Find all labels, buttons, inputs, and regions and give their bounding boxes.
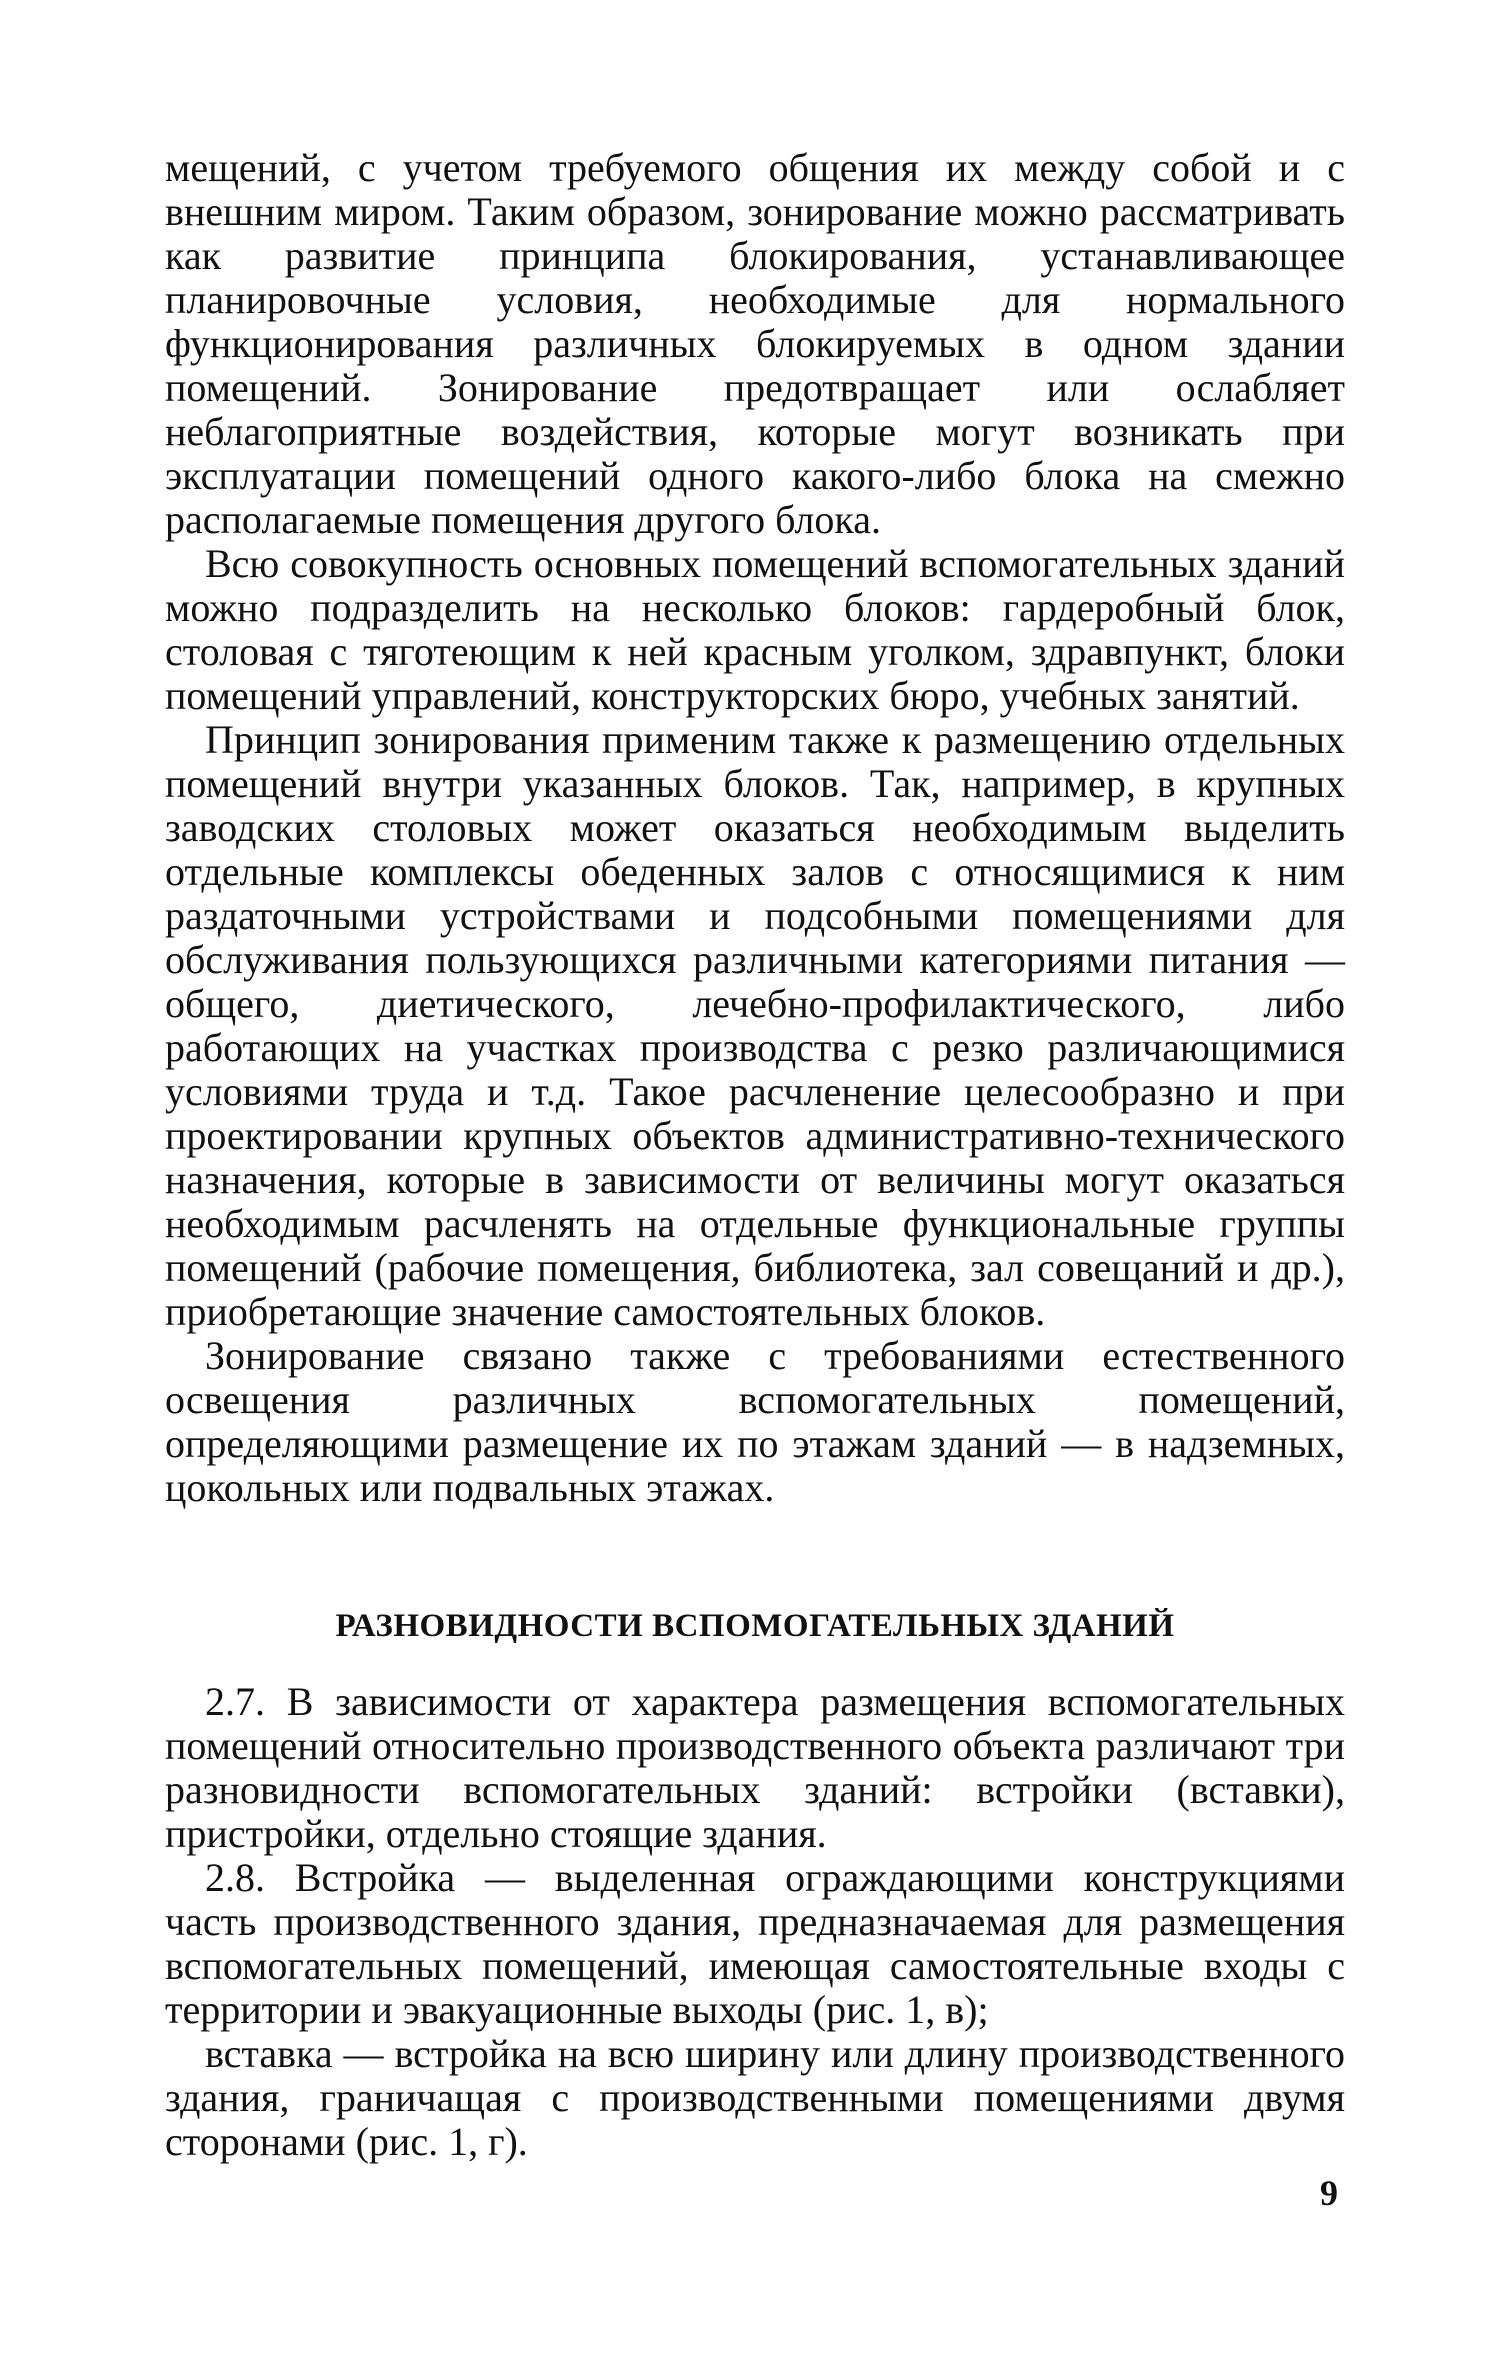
- paragraph-2-8: 2.8. Встройка — выделенная ограждающими конструкциями часть производственного здания, предназначаемая для размещения вспомогательных помещений, имеющая самостоятельные входы с территории и эвакуационные выходы (рис. 1, в);: [165, 1855, 1345, 2032]
- paragraph-2-7: 2.7. В зависимости от характера размещения вспомогательных помещений относительно производственного объекта различают три разновидности вспомогательных зданий: встройки (вставки), пристройки, отдельно стоящие здания.: [165, 1679, 1345, 1856]
- page-text: [165, 146, 1345, 2164]
- paragraph-zoning-continuation: мещений, с учетом требуемого общения их между собой и с внешним миром. Таким образом, зонирование можно рассматривать как развитие принципа блокирования, устанавливающее планировочные условия, необходимые для нормального функционирования различных блокируемых в одном здании помещений. Зонирование предотвращает или ослабляет неблагоприятные воздействия, которые могут возникать при эксплуатации помещений одного какого-либо блока на смежно располагаемые помещения другого блока.: [165, 145, 1345, 542]
- paragraph-natural-lighting: Зонирование связано также с требованиями естественного освещения различных вспомогательных помещений, определяющими размещение их по этажам зданий — в надземных, цокольных или подвальных этажах.: [165, 1333, 1345, 1510]
- page-number: 9: [1320, 2173, 1338, 2213]
- paragraph-insert-definition: вставка — встройка на всю ширину или длину производственного здания, граничащая с производственными помещениями двумя сторонами (рис. 1, г).: [165, 2031, 1345, 2164]
- paragraph-blocks-list: Всю совокупность основных помещений вспомогательных зданий можно подразделить на несколько блоков: гардеробный блок, столовая с тяготеющим к ней красным уголком, здравпункт, блоки помещений управлений, конструкторских бюро, учебных занятий.: [165, 541, 1345, 718]
- paragraph-zoning-principle: Принцип зонирования применим также к размещению отдельных помещений внутри указанных блоков. Так, например, в крупных заводских столовых может оказаться необходимым выделить отдельные комплексы обеденных залов с относящимися к ним раздаточными устройствами и подсобными помещениями для обслуживания пользующихся различными категориями питания — общего, диетического, лечебно-профилактического, либо работающих на участках производства с резко различающимися условиями труда и т.д. Такое расчленение целесообразно и при проектировании крупных объектов административно-технического назначения, которые в зависимости от величины могут оказаться необходимым расчленять на отдельные функциональные группы помещений (рабочие помещения, библиотека, зал совещаний и др.), приобретающие значение самостоятельных блоков.: [165, 717, 1345, 1334]
- section-heading: РАЗНОВИДНОСТИ ВСПОМОГАТЕЛЬНЫХ ЗДАНИЙ: [335, 1608, 1175, 1644]
